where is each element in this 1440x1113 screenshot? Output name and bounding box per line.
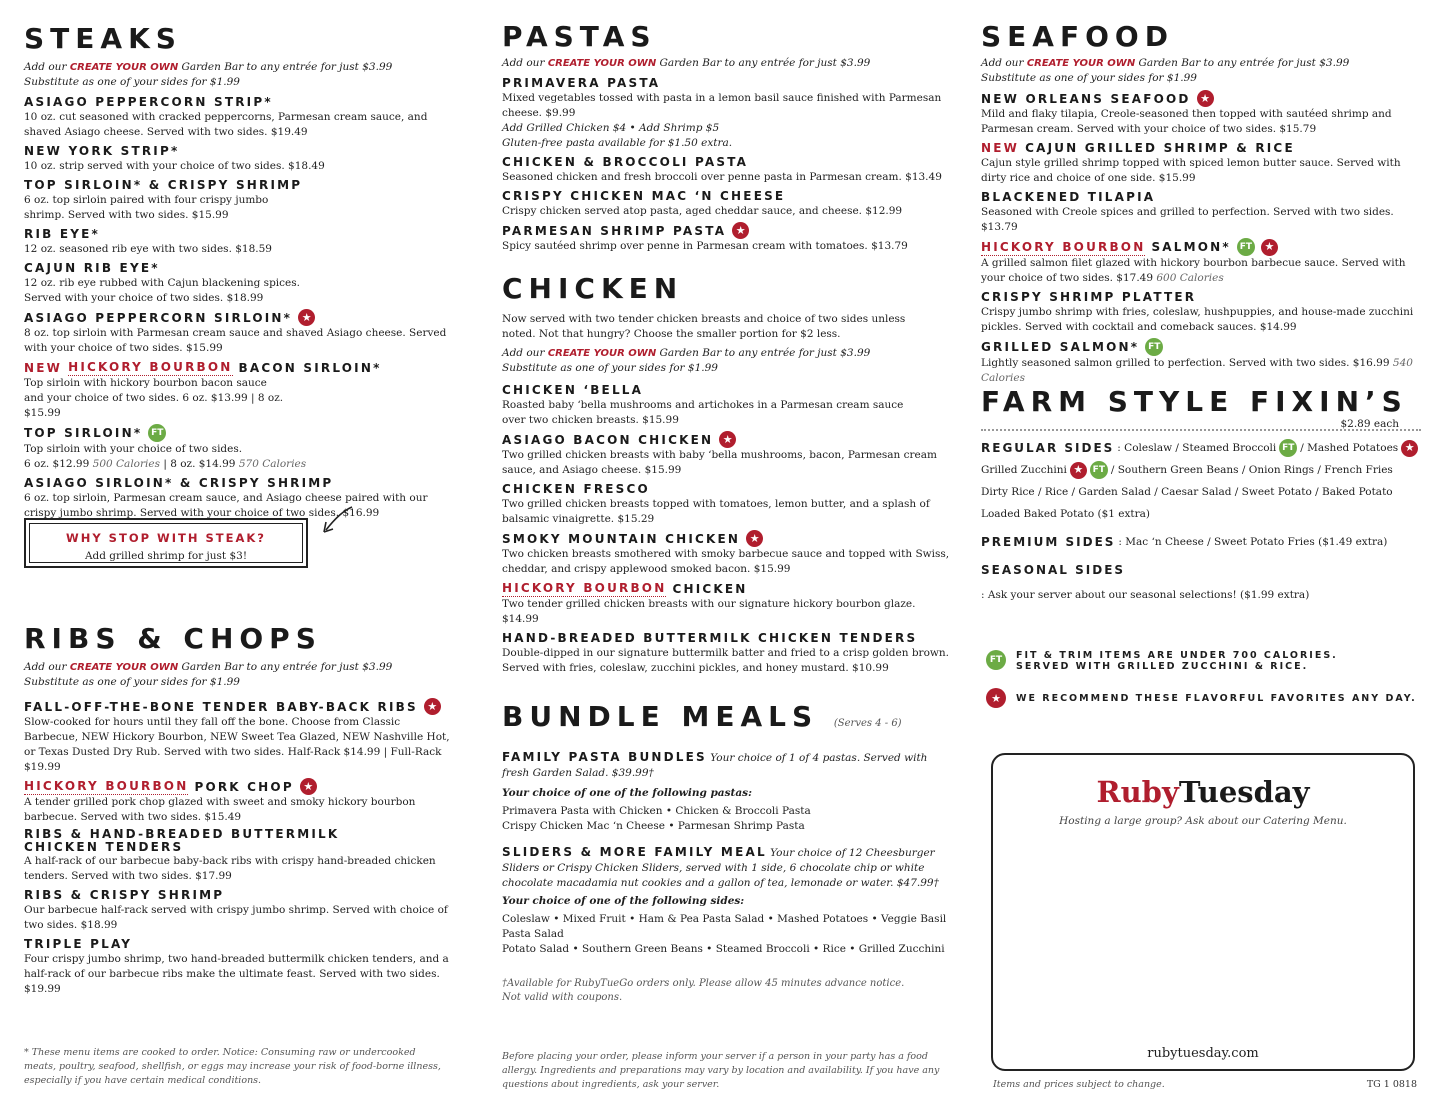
ribs-promo: Add our CREATE YOUR OWN Garden Bar to any entrée for just $3.99 Substitute as one of your sides for $1.99: [24, 661, 393, 688]
catering-note: Hosting a large group? Ask about our Catering Menu.: [1059, 815, 1347, 827]
star-icon: ★: [1401, 440, 1418, 457]
why-stop-box: [24, 518, 308, 568]
item-name: CAJUN RIB EYE*: [24, 261, 160, 275]
item-desc: Top sirloin with your choice of two sides. 6 oz. $12.99 500 Calories | 8 oz. $14.99 570 Calories: [24, 443, 307, 470]
chicken-intro: Now served with two tender chicken breasts and choice of two sides unless noted. Not that hungry? Choose the smaller portion for $2 less.: [502, 313, 906, 340]
item-name: CHICKEN ‘BELLA: [502, 383, 644, 397]
menu-item: [502, 630, 952, 676]
item-desc: A tender grilled pork chop glazed with sweet and smoky hickory bourbon barbecue. Served with two sides. $15.49: [24, 796, 416, 823]
fit-trim-icon: FT: [1237, 238, 1255, 256]
fixins-section: [981, 387, 1421, 606]
item-desc: 6 oz. top sirloin, Parmesan cream sauce, and Asiago cheese paired with our crispy jumbo shrimp. Served with your choice of two sides. $16.99: [24, 492, 428, 519]
chicken-title: CHICKEN: [502, 272, 684, 305]
star-icon: ★: [1070, 462, 1087, 479]
item-name: BLACKENED TILAPIA: [981, 190, 1156, 204]
steaks-promo: Add our CREATE YOUR OWN Garden Bar to any entrée for just $3.99 Substitute as one of your sides for $1.99: [24, 61, 393, 88]
menu-item: [502, 188, 952, 219]
pasta-choice-title: Your choice of one of the following pastas:: [502, 787, 752, 799]
website-link[interactable]: rubytuesday.com: [1147, 1046, 1259, 1061]
menu-item: [502, 222, 952, 254]
item-name: NEW CAJUN GRILLED SHRIMP & RICE: [981, 141, 1295, 155]
star-icon: ★: [1261, 239, 1278, 256]
sliders-meal: SLIDERS & MORE FAMILY MEAL Your choice of 12 Cheesburger Sliders or Crispy Chicken Sliders, served with 1 side, 6 chocolate chip or white chocolate macadamia nut cookies and a gallon of tea, lemonade or water. $47.99†: [502, 845, 939, 889]
item-name: ASIAGO PEPPERCORN SIRLOIN* ★: [24, 309, 454, 326]
star-icon: ★: [719, 431, 736, 448]
item-desc: Mild and flaky tilapia, Creole-seasoned then topped with sautéed shrimp and Parmesan cream. Served with your choice of two sides. $15.79: [981, 108, 1392, 135]
menu-item: [502, 431, 952, 478]
star-icon: ★: [746, 530, 763, 547]
item-name: SMOKY MOUNTAIN CHICKEN ★: [502, 530, 952, 547]
item-desc: 8 oz. top sirloin with Parmesan cream sauce and shaved Asiago cheese. Served with your choice of two sides. $15.99: [24, 327, 447, 354]
fixins-price: $2.89 each: [1340, 418, 1399, 430]
arrow-icon: [320, 504, 356, 536]
item-desc: Four crispy jumbo shrimp, two hand-breaded buttermilk chicken tenders, and a half-rack of our barbecue ribs make the ultimate feast. Served with two sides. $19.99: [24, 953, 449, 995]
item-name: PRIMAVERA PASTA: [502, 76, 661, 90]
item-desc: Two tender grilled chicken breasts with our signature hickory bourbon glaze. $14.99: [502, 598, 916, 625]
item-desc: 10 oz. cut seasoned with cracked peppercorns, Parmesan cream sauce, and shaved Asiago cheese. Served with two sides. $19.49: [24, 111, 428, 138]
menu-item: [502, 154, 952, 185]
menu-item: [24, 177, 454, 223]
item-desc: Double-dipped in our signature buttermilk batter and fried to a crisp golden brown. Served with fries, coleslaw, zucchini pickles, and honey mustard. $10.99: [502, 647, 949, 674]
ruby-tuesday-logo: RubyTuesday: [1096, 775, 1310, 809]
menu-item: [502, 580, 952, 627]
item-desc: Lightly seasoned salmon grilled to perfection. Served with two sides. $16.99 540 Calories: [981, 357, 1413, 384]
item-desc: Spicy sautéed shrimp over penne in Parmesan cream with tomatoes. $13.79: [502, 240, 908, 252]
why-title: WHY STOP WITH STEAK?: [66, 531, 266, 545]
fit-trim-icon: FT: [1090, 461, 1108, 479]
ribs-title: RIBS & CHOPS: [24, 622, 322, 655]
fit-trim-icon: FT: [1145, 338, 1163, 356]
item-name: PARMESAN SHRIMP PASTA ★: [502, 222, 952, 239]
star-icon: ★: [1197, 90, 1214, 107]
menu-item: [981, 338, 1421, 386]
menu-item: [502, 481, 952, 527]
menu-item: [981, 189, 1421, 235]
brand-box: [991, 753, 1415, 1071]
menu-item: [24, 260, 454, 306]
sides-choice-title: Your choice of one of the following sides:: [502, 895, 745, 907]
family-pasta: FAMILY PASTA BUNDLES Your choice of 1 of 4 pastas. Served with fresh Garden Salad. $39.99†: [502, 750, 928, 779]
menu-item: [981, 289, 1421, 335]
item-name: ASIAGO PEPPERCORN STRIP*: [24, 95, 273, 109]
why-sub: Add grilled shrimp for just $3!: [84, 550, 248, 562]
item-name: CRISPY SHRIMP PLATTER: [981, 290, 1197, 304]
item-name: CRISPY CHICKEN MAC ‘N CHEESE: [502, 189, 786, 203]
bundle-section: [502, 702, 952, 1005]
item-desc: Two grilled chicken breasts topped with tomatoes, lemon butter, and a splash of balsamic vinaigrette. $15.29: [502, 498, 930, 525]
menu-item: [24, 828, 454, 884]
item-name: NEW ORLEANS SEAFOOD ★: [981, 90, 1421, 107]
bundle-title: BUNDLE MEALS (Serves 4 - 6): [502, 700, 902, 733]
pastas-promo: Add our CREATE YOUR OWN Garden Bar to any entrée for just $3.99: [502, 57, 871, 69]
menu-item: [24, 778, 454, 825]
star-icon: ★: [424, 698, 441, 715]
item-desc: Roasted baby ‘bella mushrooms and artichokes in a Parmesan cream sauce over two chicken breasts. $15.99: [502, 399, 904, 426]
item-desc: Two grilled chicken breasts with baby ‘bella mushrooms, bacon, Parmesan cream sauce, and Asiago cheese. $15.99: [502, 449, 937, 476]
fixins-title: FARM STYLE FIXIN’S: [981, 385, 1408, 418]
menu-item: [981, 238, 1421, 286]
item-name: RIBS & CRISPY SHRIMP: [24, 888, 225, 902]
menu-item: [24, 309, 454, 356]
menu-item: [502, 530, 952, 577]
item-name: HICKORY BOURBON PORK CHOP ★: [24, 778, 454, 795]
menu-item: [502, 382, 952, 428]
raw-food-notice: * These menu items are cooked to order. Notice: Consuming raw or undercooked meats, poultry, seafood, shellfish, or eggs may increase your risk of food-borne illness, especially if you have certain medical conditions.: [24, 1047, 441, 1086]
item-name: HICKORY BOURBON SALMON* FT ★: [981, 238, 1421, 256]
item-name: RIBS & HAND-BREADED BUTTERMILK CHICKEN TENDERS: [24, 827, 340, 854]
fit-trim-icon: FT: [986, 650, 1006, 670]
item-desc: A half-rack of our barbecue baby-back ribs with crispy hand-breaded chicken tenders. Served with two sides. $17.99: [24, 855, 436, 882]
item-desc: 10 oz. strip served with your choice of two sides. $18.49: [24, 160, 325, 172]
seasonal-sides: SEASONAL SIDES : Ask your server about our seasonal selections! ($1.99 extra): [981, 563, 1310, 601]
star-legend: ★ WE RECOMMEND THESE FLAVORFUL FAVORITES ANY DAY.: [986, 688, 1417, 708]
item-desc: 6 oz. top sirloin paired with four crispy jumbo shrimp. Served with two sides. $15.99: [24, 194, 269, 221]
star-icon: ★: [298, 309, 315, 326]
menu-item: [24, 475, 454, 521]
column-right: [981, 0, 1421, 1113]
menu-item: [24, 226, 454, 257]
seafood-section: [981, 22, 1421, 389]
item-name: ASIAGO BACON CHICKEN ★: [502, 431, 952, 448]
fit-trim-legend: FT FIT & TRIM ITEMS ARE UNDER 700 CALORIES. SERVED WITH GRILLED ZUCCHINI & RICE.: [986, 650, 1338, 672]
menu-item: [24, 698, 454, 775]
menu-item: [24, 424, 454, 472]
item-name: TOP SIRLOIN* FT: [24, 424, 454, 442]
pastas-section: [502, 22, 952, 257]
item-desc: Two chicken breasts smothered with smoky barbecue sauce and topped with Swiss, cheddar, and crispy applewood smoked bacon. $15.99: [502, 548, 950, 575]
pasta-choices: Primavera Pasta with Chicken • Chicken & Broccoli Pasta Crispy Chicken Mac ‘n Cheese • Parmesan Shrimp Pasta: [502, 805, 811, 832]
menu-item: [981, 90, 1421, 137]
price-notice: Items and prices subject to change.: [993, 1079, 1165, 1090]
ribs-section: [24, 624, 454, 1000]
star-icon: ★: [300, 778, 317, 795]
item-name: RIB EYE*: [24, 227, 100, 241]
seafood-title: SEAFOOD: [981, 20, 1174, 53]
star-icon: ★: [732, 222, 749, 239]
column-left: [24, 0, 454, 1113]
menu-item: [24, 936, 454, 997]
item-name: NEW YORK STRIP*: [24, 144, 180, 158]
chicken-section: [502, 274, 952, 679]
regular-sides-4: Loaded Baked Potato ($1 extra): [981, 508, 1151, 520]
item-name: TOP SIRLOIN* & CRISPY SHRIMP: [24, 178, 303, 192]
item-name: HICKORY BOURBON CHICKEN: [502, 581, 748, 596]
fit-trim-icon: FT: [1279, 439, 1297, 457]
pastas-title: PASTAS: [502, 20, 657, 53]
item-desc: Crispy jumbo shrimp with fries, coleslaw, hushpuppies, and house-made zucchini pickles. Served with cocktail and comeback sauces. $14.99: [981, 306, 1414, 333]
menu-item: [24, 359, 454, 421]
item-name: CHICKEN FRESCO: [502, 482, 650, 496]
item-desc: Slow-cooked for hours until they fall off the bone. Choose from Classic Barbecue, NEW Hickory Bourbon, NEW Sweet Tea Glazed, NEW Nashville Hot, or Texas Dusted Dry Rub. Served with two sides. Half-Rack $14.99 | Full-Rack $19.99: [24, 716, 450, 773]
menu-item: [981, 140, 1421, 186]
item-name: CHICKEN & BROCCOLI PASTA: [502, 155, 749, 169]
star-icon: ★: [986, 688, 1006, 708]
premium-sides: PREMIUM SIDES : Mac ‘n Cheese / Sweet Potato Fries ($1.49 extra): [981, 535, 1388, 549]
item-desc: 12 oz. rib eye rubbed with Cajun blackening spices. Served with your choice of two sides. $18.99: [24, 277, 300, 304]
menu-item: [24, 887, 454, 933]
item-desc: Top sirloin with hickory bourbon bacon sauce and your choice of two sides. 6 oz. $13.99 | 8 oz. $15.99: [24, 377, 284, 419]
dagger-note: †Available for RubyTueGo orders only. Please allow 45 minutes advance notice. Not valid with coupons.: [502, 978, 905, 1003]
item-desc: Our barbecue half-rack served with crispy jumbo shrimp. Served with choice of two sides. $18.99: [24, 904, 448, 931]
item-name: FALL-OFF-THE-BONE TENDER BABY-BACK RIBS ★: [24, 698, 454, 715]
item-name: GRILLED SALMON* FT: [981, 338, 1421, 356]
steaks-title: STEAKS: [24, 22, 182, 55]
steaks-section: [24, 24, 454, 524]
item-desc: A grilled salmon filet glazed with hickory bourbon barbecue sauce. Served with your choice of two sides. $17.49 600 Calories: [981, 257, 1406, 284]
allergy-notice: Before placing your order, please inform your server if a person in your party has a food allergy. Ingredients and preparations may vary by location and availability. If you have any questions about ingredients, ask your server.: [502, 1051, 940, 1090]
seafood-promo: Add our CREATE YOUR OWN Garden Bar to any entrée for just $3.99 Substitute as one of your sides for $1.99: [981, 57, 1350, 84]
item-desc: Cajun style grilled shrimp topped with spiced lemon butter sauce. Served with dirty rice and choice of one side. $15.99: [981, 157, 1401, 184]
item-desc: Seasoned chicken and fresh broccoli over penne pasta in Parmesan cream. $13.49: [502, 171, 942, 183]
item-name: HAND-BREADED BUTTERMILK CHICKEN TENDERS: [502, 631, 918, 645]
item-name: TRIPLE PLAY: [24, 937, 133, 951]
menu-item: [24, 94, 454, 140]
menu-item: [24, 143, 454, 174]
regular-sides: REGULAR SIDES : Coleslaw / Steamed Broccoli FT / Mashed Potatoes ★: [981, 437, 1421, 459]
menu-item: [502, 75, 952, 151]
menu-code: TG 1 0818: [1366, 1079, 1417, 1090]
item-desc: 12 oz. seasoned rib eye with two sides. $18.59: [24, 243, 272, 255]
sides-choices: Coleslaw • Mixed Fruit • Ham & Pea Pasta Salad • Mashed Potatoes • Veggie Basil Pasta Salad Potato Salad • Southern Green Beans • Steamed Broccoli • Rice • Grilled Zucchini: [502, 913, 947, 955]
regular-sides-2: Grilled Zucchini ★ FT / Southern Green Beans / Onion Rings / French Fries: [981, 459, 1421, 481]
column-middle: [502, 0, 952, 1113]
item-name: NEW HICKORY BOURBON BACON SIRLOIN*: [24, 360, 382, 375]
item-desc: Mixed vegetables tossed with pasta in a lemon basil sauce finished with Parmesan cheese. $9.99 Add Grilled Chicken $4 • Add Shrimp $5 Gluten-free pasta available for $1.50 extra.: [502, 92, 942, 149]
chicken-promo: Add our CREATE YOUR OWN Garden Bar to any entrée for just $3.99 Substitute as one of your sides for $1.99: [502, 347, 871, 374]
fit-trim-icon: FT: [148, 424, 166, 442]
item-desc: Crispy chicken served atop pasta, aged cheddar sauce, and cheese. $12.99: [502, 205, 903, 217]
item-name: ASIAGO SIRLOIN* & CRISPY SHRIMP: [24, 476, 334, 490]
item-desc: Seasoned with Creole spices and grilled to perfection. Served with two sides. $13.79: [981, 206, 1394, 233]
regular-sides-3: Dirty Rice / Rice / Garden Salad / Caesar Salad / Sweet Potato / Baked Potato: [981, 486, 1393, 498]
